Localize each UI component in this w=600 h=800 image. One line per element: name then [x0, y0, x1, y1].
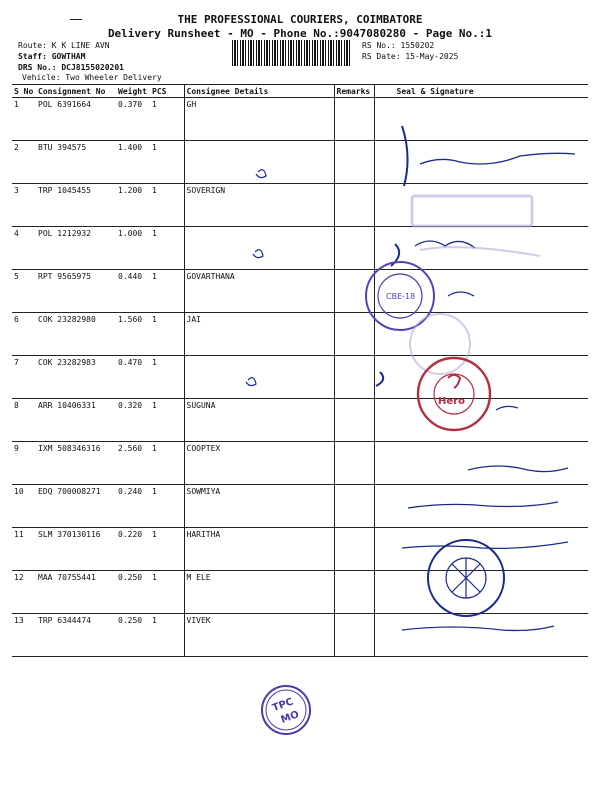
- route-label: Route: K K LINE AVN: [18, 41, 110, 50]
- row-sno: 13: [12, 614, 36, 657]
- row-remarks: [334, 442, 374, 485]
- row-pcs: 1: [150, 313, 184, 356]
- row-consignee: HARITHA: [184, 528, 334, 571]
- row-seal-signature: [374, 313, 588, 356]
- table-row: [12, 485, 588, 528]
- row-seal-signature: [374, 485, 588, 528]
- row-seal-signature: [374, 571, 588, 614]
- row-remarks: [334, 356, 374, 399]
- tpc-mo-stamp: [262, 686, 310, 734]
- row-sno: 3: [12, 184, 36, 227]
- row-sno: 7: [12, 356, 36, 399]
- table-row: [12, 528, 588, 571]
- rs-no-label: RS No.: 1550202: [362, 41, 435, 50]
- row-pcs: 1: [150, 614, 184, 657]
- col-consignee: Consignee Details: [184, 85, 334, 98]
- row-sno: 8: [12, 399, 36, 442]
- row-remarks: [334, 184, 374, 227]
- row-pcs: 1: [150, 98, 184, 141]
- row-sno: 12: [12, 571, 36, 614]
- row-weight: 0.440: [116, 270, 150, 313]
- row-consignment-no: TRP 1045455: [36, 184, 116, 227]
- row-remarks: [334, 227, 374, 270]
- row-seal-signature: [374, 98, 588, 141]
- row-seal-signature: [374, 184, 588, 227]
- row-remarks: [334, 270, 374, 313]
- hero-stamp-text: Hero: [438, 396, 465, 407]
- runsheet-table: [12, 84, 588, 657]
- table-row: [12, 442, 588, 485]
- row-consignee: COOPTEX: [184, 442, 334, 485]
- col-remarks: Remarks: [334, 85, 374, 98]
- row-consignment-no: IXM 508346316: [36, 442, 116, 485]
- row-remarks: [334, 485, 374, 528]
- col-pcs: PCS: [150, 85, 184, 98]
- row-weight: 0.250: [116, 571, 150, 614]
- row-consignee: GOVARTHANA: [184, 270, 334, 313]
- cbe-stamp-text: CBE-18: [386, 292, 416, 301]
- table-row: [12, 141, 588, 184]
- row-weight: 1.400: [116, 141, 150, 184]
- row-consignee: VIVEK: [184, 614, 334, 657]
- row-pcs: 1: [150, 227, 184, 270]
- barcode: [232, 40, 352, 66]
- rs-date-label: RS Date: 15-May-2025: [362, 52, 459, 61]
- table-row: [12, 227, 588, 270]
- row-sno: 2: [12, 141, 36, 184]
- row-remarks: [334, 614, 374, 657]
- row-weight: 1.000: [116, 227, 150, 270]
- row-seal-signature: [374, 442, 588, 485]
- table-row: [12, 270, 588, 313]
- tpc-stamp-text: TPC: [270, 696, 295, 715]
- table-row: [12, 98, 588, 141]
- row-seal-signature: [374, 270, 588, 313]
- row-remarks: [334, 528, 374, 571]
- row-weight: 0.470: [116, 356, 150, 399]
- row-seal-signature: [374, 356, 588, 399]
- row-consignee: SOVERIGN: [184, 184, 334, 227]
- row-seal-signature: [374, 528, 588, 571]
- row-consignee: [184, 141, 334, 184]
- row-seal-signature: [374, 614, 588, 657]
- row-remarks: [334, 141, 374, 184]
- row-consignment-no: MAA 70755441: [36, 571, 116, 614]
- row-sno: 6: [12, 313, 36, 356]
- row-consignment-no: BTU 394575: [36, 141, 116, 184]
- row-consignee: SUGUNA: [184, 399, 334, 442]
- company-title: THE PROFESSIONAL COURIERS, COIMBATORE: [177, 13, 423, 26]
- row-consignment-no: COK 23282983: [36, 356, 116, 399]
- row-consignment-no: SLM 370130116: [36, 528, 116, 571]
- row-weight: 0.250: [116, 614, 150, 657]
- row-weight: 1.560: [116, 313, 150, 356]
- row-consignee: JAI: [184, 313, 334, 356]
- row-consignee: GH: [184, 98, 334, 141]
- row-pcs: 1: [150, 485, 184, 528]
- col-consignment: Consignment No: [36, 85, 116, 98]
- table-row: [12, 571, 588, 614]
- row-consignee: [184, 356, 334, 399]
- row-pcs: 1: [150, 270, 184, 313]
- row-seal-signature: [374, 141, 588, 184]
- row-seal-signature: [374, 227, 588, 270]
- row-pcs: 1: [150, 184, 184, 227]
- row-pcs: 1: [150, 399, 184, 442]
- row-sno: 10: [12, 485, 36, 528]
- row-pcs: 1: [150, 571, 184, 614]
- row-consignment-no: TRP 6344474: [36, 614, 116, 657]
- table-row: [12, 356, 588, 399]
- row-weight: 2.560: [116, 442, 150, 485]
- row-remarks: [334, 313, 374, 356]
- row-pcs: 1: [150, 528, 184, 571]
- row-weight: 0.370: [116, 98, 150, 141]
- col-seal: Seal & Signature: [374, 85, 588, 98]
- mo-stamp-text: MO: [279, 709, 301, 726]
- row-remarks: [334, 399, 374, 442]
- row-sno: 9: [12, 442, 36, 485]
- row-weight: 0.320: [116, 399, 150, 442]
- row-consignment-no: RPT 9565975: [36, 270, 116, 313]
- row-weight: 1.200: [116, 184, 150, 227]
- drs-label: DRS No.: DCJ8155020201: [18, 63, 124, 72]
- row-sno: 1: [12, 98, 36, 141]
- table-row: [12, 184, 588, 227]
- row-consignment-no: EDQ 700008271: [36, 485, 116, 528]
- row-pcs: 1: [150, 141, 184, 184]
- col-weight: Weight: [116, 85, 150, 98]
- row-remarks: [334, 98, 374, 141]
- row-sno: 4: [12, 227, 36, 270]
- row-consignee: SOWMIYA: [184, 485, 334, 528]
- row-seal-signature: [374, 399, 588, 442]
- row-weight: 0.220: [116, 528, 150, 571]
- row-weight: 0.240: [116, 485, 150, 528]
- row-sno: 11: [12, 528, 36, 571]
- table-row: [12, 399, 588, 442]
- row-consignee: [184, 227, 334, 270]
- table-row: [12, 313, 588, 356]
- table-row: [12, 614, 588, 657]
- row-consignment-no: POL 1212932: [36, 227, 116, 270]
- row-consignment-no: ARR 10406331: [36, 399, 116, 442]
- row-sno: 5: [12, 270, 36, 313]
- row-pcs: 1: [150, 356, 184, 399]
- table-header-row: [12, 85, 588, 98]
- row-consignment-no: COK 23282980: [36, 313, 116, 356]
- vehicle-label: Vehicle: Two Wheeler Delivery: [22, 73, 162, 82]
- row-pcs: 1: [150, 442, 184, 485]
- row-remarks: [334, 571, 374, 614]
- row-consignment-no: POL 6391664: [36, 98, 116, 141]
- staff-label: Staff: GOWTHAM: [18, 52, 86, 61]
- runsheet-subtitle: Delivery Runsheet - MO - Phone No.:9047080280 - Page No.:1: [107, 27, 493, 40]
- row-consignee: M ELE: [184, 571, 334, 614]
- col-sno: S No: [12, 85, 36, 98]
